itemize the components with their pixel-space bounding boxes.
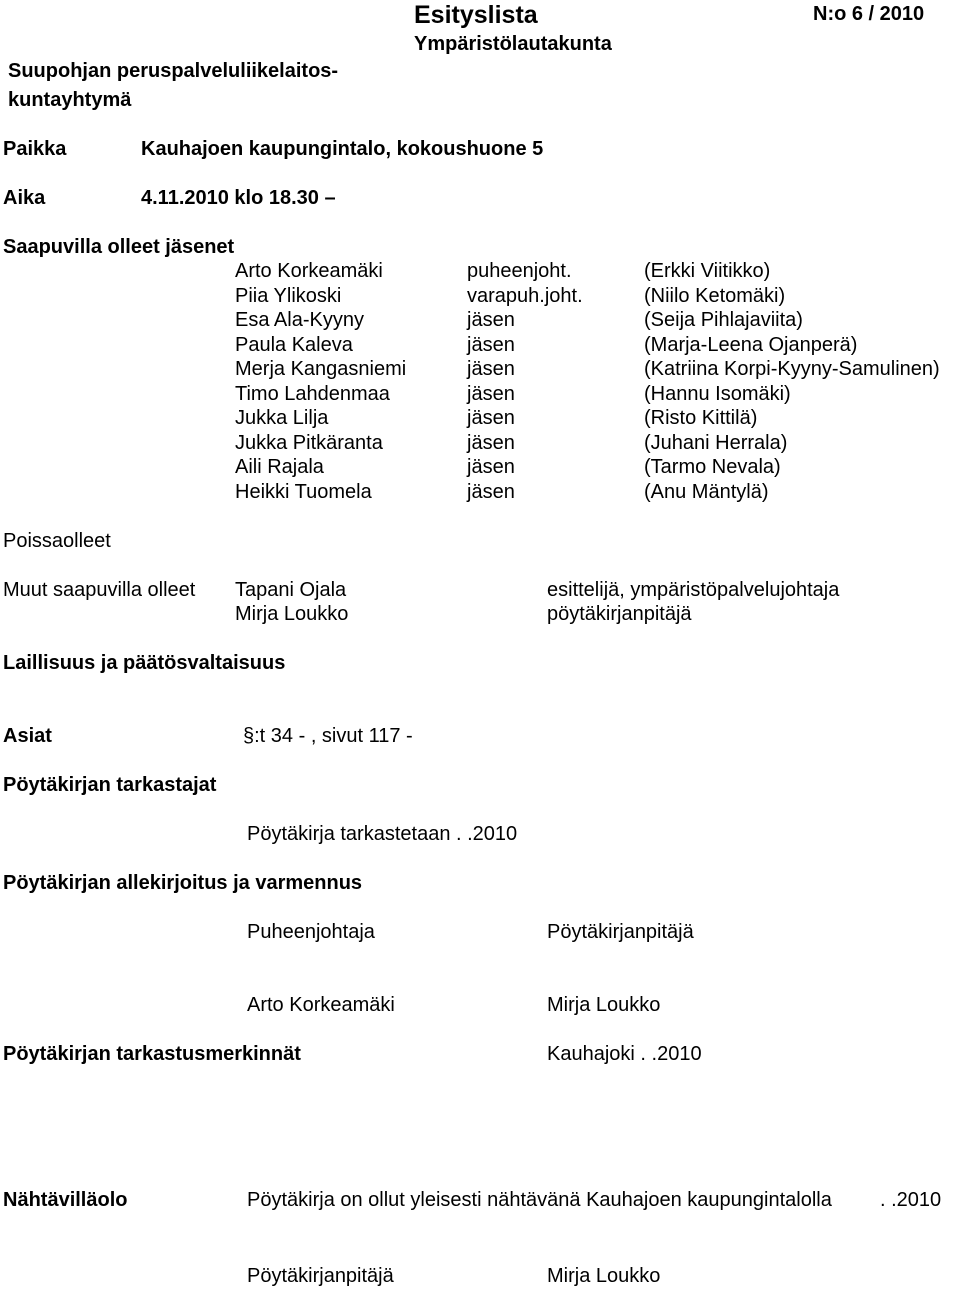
member-name: Arto Korkeamäki [235,260,383,282]
member-name: Aili Rajala [235,456,324,478]
others-label: Muut saapuvilla olleet [3,579,196,601]
place-label: Paikka [3,138,67,160]
absent-label: Poissaolleet [3,530,111,552]
document-title: Esityslista [414,1,538,29]
document-number: N:o 6 / 2010 [813,3,925,25]
other-name: Tapani Ojala [235,579,347,601]
public-view-signer-name: Mirja Loukko [547,1265,661,1287]
member-role: jäsen [467,456,515,478]
member-row [0,357,960,381]
matters-value: §:t 34 - , sivut 117 - [243,725,413,747]
member-row [0,455,960,479]
member-row [0,480,960,504]
member-name: Paula Kaleva [235,333,353,356]
inspectors-label: Pöytäkirjan tarkastajat [3,774,217,796]
member-role: jäsen [467,431,515,454]
secretary-title: Pöytäkirjanpitäjä [547,921,694,943]
time-label: Aika [3,187,46,209]
member-role: jäsen [467,480,515,503]
member-name: Esa Ala-Kyyny [235,309,364,331]
other-name: Mirja Loukko [235,603,349,625]
legality-label: Laillisuus ja päätösvaltaisuus [3,652,286,674]
public-view-label: Nähtävilläolo [3,1189,128,1211]
member-name: Piia Ylikoski [235,284,342,307]
member-deputy: (Marja-Leena Ojanperä) [644,333,858,356]
member-name: Jukka Lilja [235,407,329,429]
organization-line-1: Suupohjan peruspalveluliikelaitos- [8,60,339,82]
organization-line-2: kuntayhtymä [8,89,132,111]
member-role: varapuh.joht. [467,284,583,307]
member-role: jäsen [467,333,515,356]
other-role: esittelijä, ympäristöpalvelujohtaja [547,579,840,601]
other-role: pöytäkirjanpitäjä [547,603,692,625]
member-role: jäsen [467,407,515,429]
member-deputy: (Katriina Korpi-Kyyny-Samulinen) [644,358,940,380]
member-row [0,333,960,357]
member-name: Heikki Tuomela [235,480,372,503]
organization-name [8,57,428,115]
member-deputy: (Anu Mäntylä) [644,480,769,503]
committee-name: Ympäristölautakunta [414,33,612,55]
public-view-signer-title: Pöytäkirjanpitäjä [247,1265,394,1287]
member-row [0,406,960,430]
member-role: jäsen [467,382,515,405]
place-value: Kauhajoen kaupungintalo, kokoushuone 5 [141,138,544,160]
member-deputy: (Hannu Isomäki) [644,382,791,405]
public-view-text: Pöytäkirja on ollut yleisesti nähtävänä Kauhajoen kaupungintalolla [247,1189,832,1211]
public-view-date: . .2010 [880,1189,942,1211]
time-value: 4.11.2010 klo 18.30 – [141,187,336,209]
member-deputy: (Tarmo Nevala) [644,456,781,478]
chair-name: Arto Korkeamäki [247,994,395,1016]
inspection-marks-value: Kauhajoki . .2010 [547,1043,702,1065]
member-row [0,259,960,283]
member-deputy: (Niilo Ketomäki) [644,284,786,307]
member-name: Jukka Pitkäranta [235,431,383,454]
members-label: Saapuvilla olleet jäsenet [3,236,235,258]
member-row [0,284,960,308]
member-role: jäsen [467,358,515,380]
inspection-marks-label: Pöytäkirjan tarkastusmerkinnät [3,1043,301,1065]
secretary-name: Mirja Loukko [547,994,661,1016]
member-deputy: (Erkki Viitikko) [644,260,771,282]
member-row [0,382,960,406]
member-row [0,431,960,455]
inspection-note: Pöytäkirja tarkastetaan . .2010 [247,823,518,845]
matters-label: Asiat [3,725,52,747]
member-name: Timo Lahdenmaa [235,382,390,405]
chair-title: Puheenjohtaja [247,921,375,943]
member-row [0,308,960,332]
member-name: Merja Kangasniemi [235,358,407,380]
member-deputy: (Seija Pihlajaviita) [644,309,803,331]
member-deputy: (Juhani Herrala) [644,431,788,454]
signatures-label: Pöytäkirjan allekirjoitus ja varmennus [3,872,363,894]
member-role: jäsen [467,309,515,331]
member-role: puheenjoht. [467,260,572,282]
member-deputy: (Risto Kittilä) [644,407,758,429]
